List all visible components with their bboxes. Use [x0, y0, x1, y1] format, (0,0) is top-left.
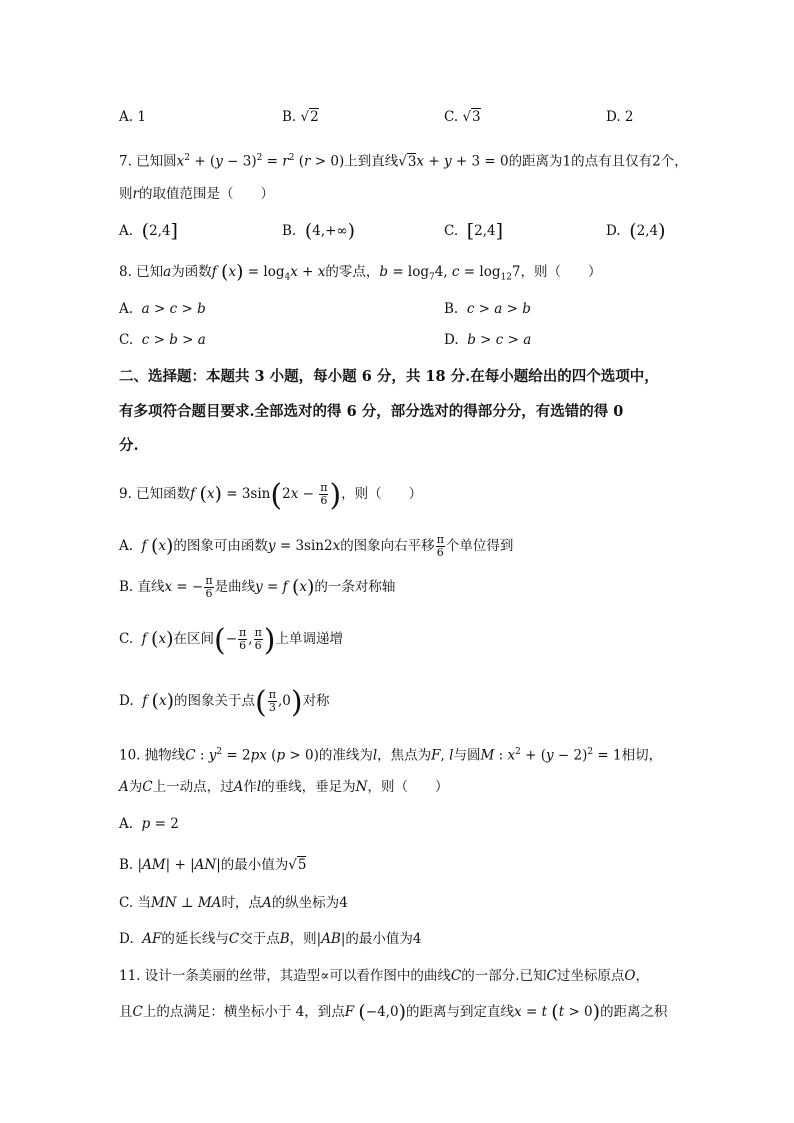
q9-stem: 9. 已知函数f (x) = 3sin(2x − $\frac{\pi}{6}$ )，则（ ） [119, 478, 423, 513]
q8-option-d: D. b > c > a [444, 332, 532, 348]
q9-option-c: C. f (x)在区间(− $\frac{\pi}{6}$ , $\frac{\pi}{6}$ )上单调递增 [119, 623, 344, 658]
q11-stem-line2: 且C上的点满足：横坐标小于 4，到点F (−4,0)的距离与到定直线x = t (t > 0)的距离之积 [119, 1001, 668, 1023]
q6-option-c: C. √3 [444, 109, 481, 125]
q7-stem-line1: 7. 已知圆$x^2 + (y - 3)^2 = r^2$ (r > 0)上到直线√3x + y + 3 = 0的距离为1的点有且仅有2个， [119, 153, 688, 170]
q7-option-b: B. (4,+∞) [282, 220, 356, 242]
q9-option-a: A. f (x)的图象可由函数y = 3sin2x的图象向右平移 $\frac{\pi}{6}$ 个单位得到 [119, 533, 514, 559]
q11-stem-line1: 11. 设计一条美丽的丝带，其造型∝可以看作图中的曲线C的一部分.已知C过坐标原点O， [119, 968, 649, 984]
q10-stem-line2: A为C上一动点，过A作l的垂线，垂足为N，则（ ） [119, 779, 449, 795]
q8-option-b: B. c > a > b [444, 301, 531, 317]
q10-option-b: B. |AM| + |AN|的最小值为√5 [119, 857, 307, 873]
q9-option-d: D. f (x)的图象关于点( $\frac{\pi}{3}$ ,0)对称 [119, 685, 330, 720]
q7-stem-line2: 则r的取值范围是（ ） [119, 186, 274, 202]
section2-heading-line2: 有多项符合题目要求.全部选对的得 6 分，部分选对的得部分分，有选错的得 0 [119, 403, 624, 420]
q6-option-b: B. √2 [282, 109, 319, 125]
q10-stem-line1: 10. 抛物线C : $y^2 = 2px$ (p > 0)的准线为l，焦点为F, l与圆M : $x^2 + (y - 2)^2 = 1$相切， [119, 747, 663, 764]
q10-option-d: D. AF的延长线与C交于点B，则|AB|的最小值为4 [119, 931, 422, 947]
section2-heading-line3: 分. [119, 437, 139, 454]
section2-heading-line1: 二、选择题：本题共 3 小题，每小题 6 分，共 18 分.在每小题给出的四个选项中， [119, 368, 659, 385]
q7-option-d: D. (2,4) [606, 220, 666, 242]
q10-option-c: C. 当MN ⊥ MA时，点A的纵坐标为4 [119, 895, 348, 911]
q9-option-b: B. 直线x = − $\frac{\pi}{6}$ 是曲线y = f (x)的一条对称轴 [119, 574, 396, 600]
q7-option-a: A. (2,4] [119, 220, 178, 242]
q7-option-c: C. [2,4] [444, 220, 504, 242]
q8-option-c: C. c > b > a [119, 332, 206, 348]
q8-option-a: A. a > c > b [119, 301, 206, 317]
q6-option-d: D. 2 [606, 109, 634, 125]
q10-option-a: A. p = 2 [119, 816, 179, 832]
q6-option-a: A. 1 [119, 109, 146, 125]
q8-stem: 8. 已知a为函数f $(x) = \log_4x + x$的零点，$b = \log_74$, $c = \log_{12}7$，则（ ） [119, 261, 602, 283]
